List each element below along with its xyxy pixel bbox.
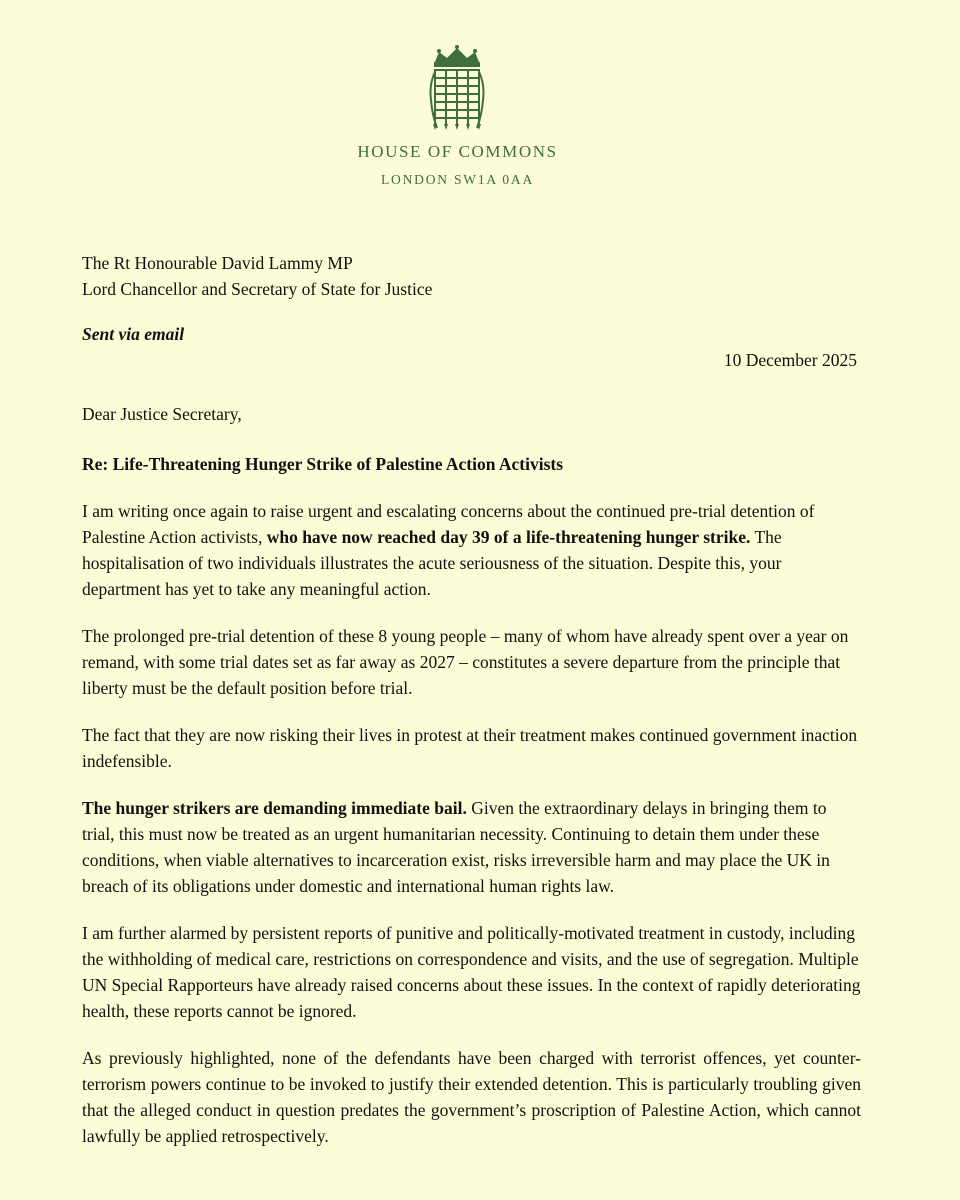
organisation-address: LONDON SW1A 0AA xyxy=(381,172,534,187)
organisation-name: HOUSE OF COMMONS xyxy=(357,142,558,161)
recipient-block xyxy=(82,250,432,302)
paragraph-4-emphasis: The hunger strikers are demanding immediate bail. xyxy=(82,798,467,818)
delivery-note: Sent via email xyxy=(82,324,185,344)
paragraph-6: As previously highlighted, none of the defendants have been charged with terrorist offences, yet counter-terrorism powers continue to be invoked to justify their extended detention. This is particularly troubling given that the alleged conduct in question predates the government’s proscription of Palestine Action, which cannot lawfully be applied retrospectively. xyxy=(82,1048,861,1146)
salutation: Dear Justice Secretary, xyxy=(82,404,242,424)
paragraph-4: The hunger strikers are demanding immediate bail. Given the extraordinary delays in bringing them to trial, this must now be treated as an urgent humanitarian necessity. Continuing to detain them under these conditions, when viable alternatives to incarceration exist, risks irreversible harm and may place the UK in breach of its obligations under domestic and international human rights law. xyxy=(82,798,830,896)
paragraph-3: The fact that they are now risking their lives in protest at their treatment makes continued government inaction indefensible. xyxy=(82,725,858,771)
paragraph-1-emphasis: who have now reached day 39 of a life-threatening hunger strike. xyxy=(266,527,751,547)
letter-body xyxy=(82,498,861,1170)
paragraph-5: I am further alarmed by persistent reports of punitive and politically-motivated treatment in custody, including the withholding of medical care, restrictions on correspondence and visits, and the use of segregation. Multiple UN Special Rapporteurs have already raised concerns about these issues. In the context of rapidly deteriorating health, these reports cannot be ignored. xyxy=(82,923,861,1021)
subject-line: Re: Life-Threatening Hunger Strike of Palestine Action Activists xyxy=(82,454,564,474)
paragraph-1: I am writing once again to raise urgent and escalating concerns about the continued pre-trial detention of Palestine Action activists, who have now reached day 39 of a life-threatening hunger strike. The hospitalisation of two individuals illustrates the acute seriousness of the situation. Despite this, your department has yet to take any meaningful action. xyxy=(82,501,815,599)
recipient-title: Lord Chancellor and Secretary of State for Justice xyxy=(82,279,433,299)
letter-date: 10 December 2025 xyxy=(723,350,857,370)
recipient-name: The Rt Honourable David Lammy MP xyxy=(82,253,353,273)
paragraph-2: The prolonged pre-trial detention of these 8 young people – many of whom have already spent over a year on remand, with some trial dates set as far away as 2027 – constitutes a severe departure from the principle that liberty must be the default position before trial. xyxy=(82,626,849,698)
portcullis-crest-icon xyxy=(429,44,485,132)
